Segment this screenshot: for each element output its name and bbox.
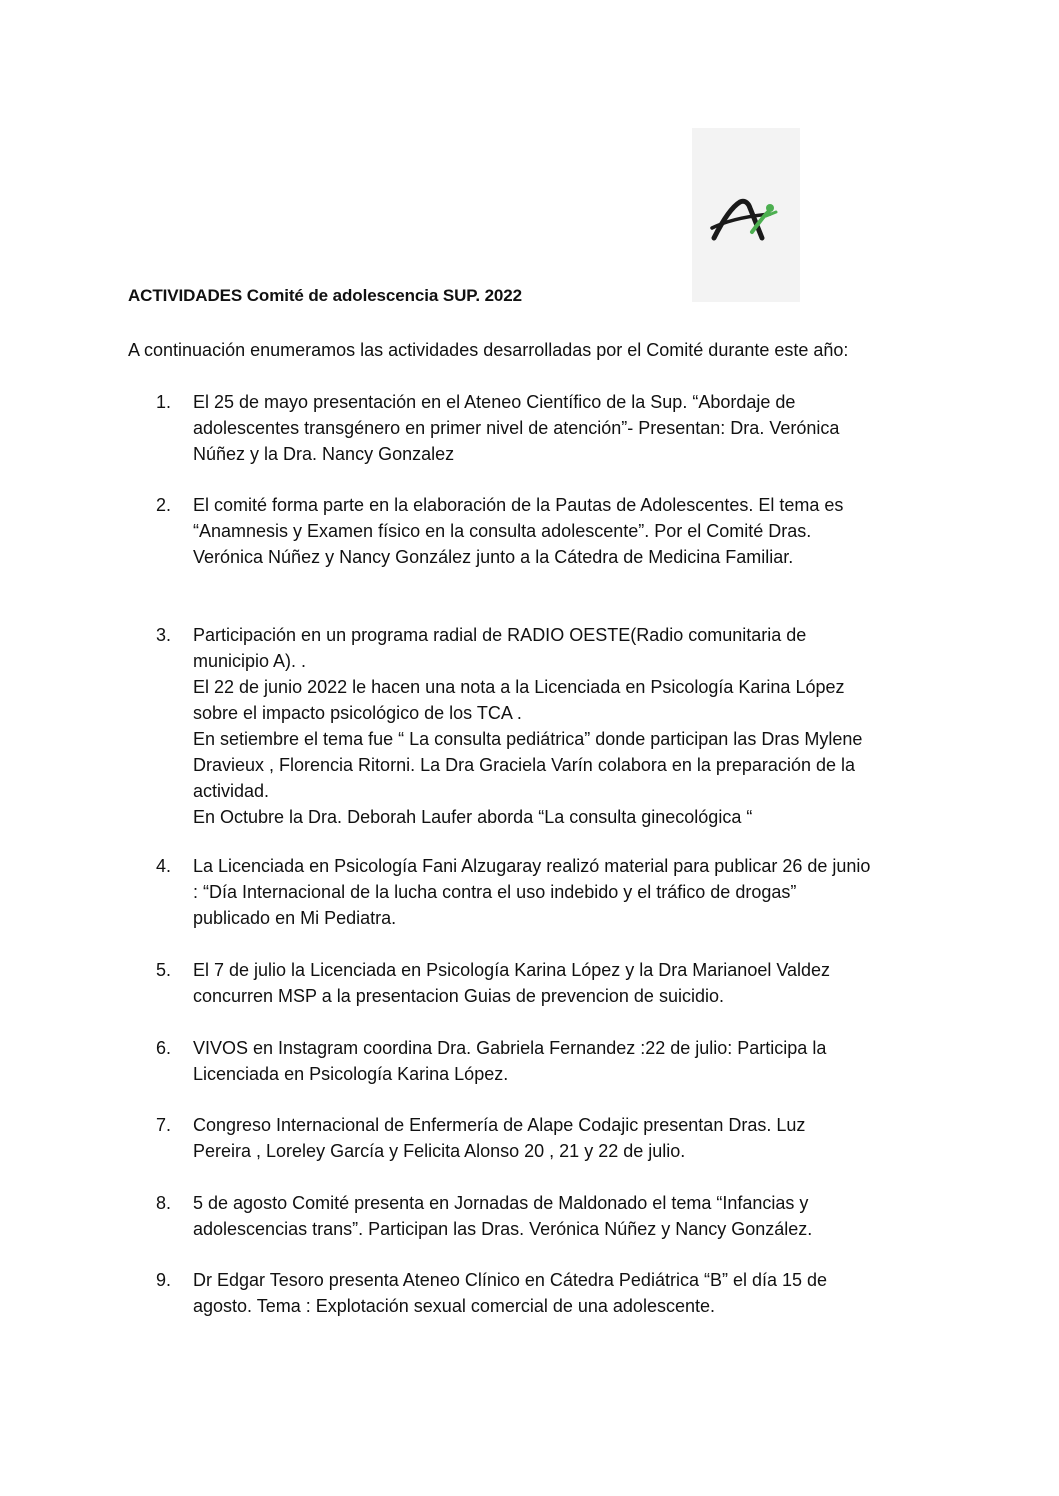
- list-item-number: 5.: [156, 960, 172, 980]
- list-item-line: “Anamnesis y Examen físico en la consulta adolescente”. Por el Comité Dras.: [193, 521, 812, 541]
- letter-a-logo-icon: [708, 198, 784, 242]
- list-item-line: adolescencias trans”. Participan las Dras. Verónica Núñez y Nancy González.: [193, 1219, 813, 1239]
- list-item-line: Congreso Internacional de Enfermería de Alape Codajic presentan Dras. Luz: [193, 1115, 806, 1135]
- list-item-line: 5 de agosto Comité presenta en Jornadas de Maldonado el tema “Infancias y: [193, 1193, 809, 1213]
- list-item-line: Dr Edgar Tesoro presenta Ateneo Clínico en Cátedra Pediátrica “B” el día 15 de: [193, 1270, 828, 1290]
- list-item-line: Pereira , Loreley García y Felicita Alonso 20 , 21 y 22 de julio.: [193, 1141, 686, 1161]
- list-item-number: 3.: [156, 625, 172, 645]
- list-item-line: El 25 de mayo presentación en el Ateneo Científico de la Sup. “Abordaje de: [193, 392, 796, 412]
- list-item-text: [193, 957, 953, 1009]
- list-item-text: [193, 1267, 953, 1319]
- list-item-line: Dravieux , Florencia Ritorni. La Dra Graciela Varín colabora en la preparación de la: [193, 755, 855, 775]
- intro-paragraph: A continuación enumeramos las actividades desarrolladas por el Comité durante este año:: [128, 340, 849, 360]
- list-item-number: 4.: [156, 856, 172, 876]
- list-item-line: agosto. Tema : Explotación sexual comercial de una adolescente.: [193, 1296, 715, 1316]
- list-item-text: [193, 1112, 953, 1164]
- list-item-line: En Octubre la Dra. Deborah Laufer aborda “La consulta ginecológica “: [193, 807, 753, 827]
- list-item-line: La Licenciada en Psicología Fani Alzugaray realizó material para publicar 26 de junio: [193, 856, 871, 876]
- list-item-line: Verónica Núñez y Nancy González junto a la Cátedra de Medicina Familiar.: [193, 547, 794, 567]
- list-item-text: [193, 492, 953, 570]
- list-item-line: concurren MSP a la presentacion Guias de prevencion de suicidio.: [193, 986, 724, 1006]
- list-item-line: El comité forma parte en la elaboración de la Pautas de Adolescentes. El tema es: [193, 495, 844, 515]
- list-item-line: Participación en un programa radial de RADIO OESTE(Radio comunitaria de: [193, 625, 807, 645]
- list-item-number: 6.: [156, 1038, 172, 1058]
- list-item-text: [193, 389, 953, 467]
- list-item-line: adolescentes transgénero en primer nivel de atención”- Presentan: Dra. Verónica: [193, 418, 840, 438]
- list-item-text: [193, 622, 953, 830]
- list-item-number: 7.: [156, 1115, 172, 1135]
- list-item-line: El 22 de junio 2022 le hacen una nota a la Licenciada en Psicología Karina López: [193, 677, 845, 697]
- list-item-line: Licenciada en Psicología Karina López.: [193, 1064, 509, 1084]
- list-item-line: sobre el impacto psicológico de los TCA .: [193, 703, 522, 723]
- list-item-number: 2.: [156, 495, 172, 515]
- list-item-line: El 7 de julio la Licenciada en Psicología Karina López y la Dra Marianoel Valdez: [193, 960, 831, 980]
- list-item-number: 9.: [156, 1270, 172, 1290]
- list-item-line: actividad.: [193, 781, 270, 801]
- list-item-number: 1.: [156, 392, 172, 412]
- list-item-number: 8.: [156, 1193, 172, 1213]
- logo-panel: [692, 128, 800, 302]
- list-item-text: [193, 853, 953, 931]
- list-item-line: En setiembre el tema fue “ La consulta pediátrica” donde participan las Dras Mylene: [193, 729, 863, 749]
- document-title: ACTIVIDADES Comité de adolescencia SUP. 2022: [128, 286, 522, 305]
- list-item-line: publicado en Mi Pediatra.: [193, 908, 397, 928]
- list-item-line: Núñez y la Dra. Nancy Gonzalez: [193, 444, 455, 464]
- list-item-text: [193, 1190, 953, 1242]
- list-item-line: VIVOS en Instagram coordina Dra. Gabriela Fernandez :22 de julio: Participa la: [193, 1038, 827, 1058]
- list-item-line: municipio A). .: [193, 651, 307, 671]
- list-item-line: : “Día Internacional de la lucha contra el uso indebido y el tráfico de drogas”: [193, 882, 797, 902]
- list-item-text: [193, 1035, 953, 1087]
